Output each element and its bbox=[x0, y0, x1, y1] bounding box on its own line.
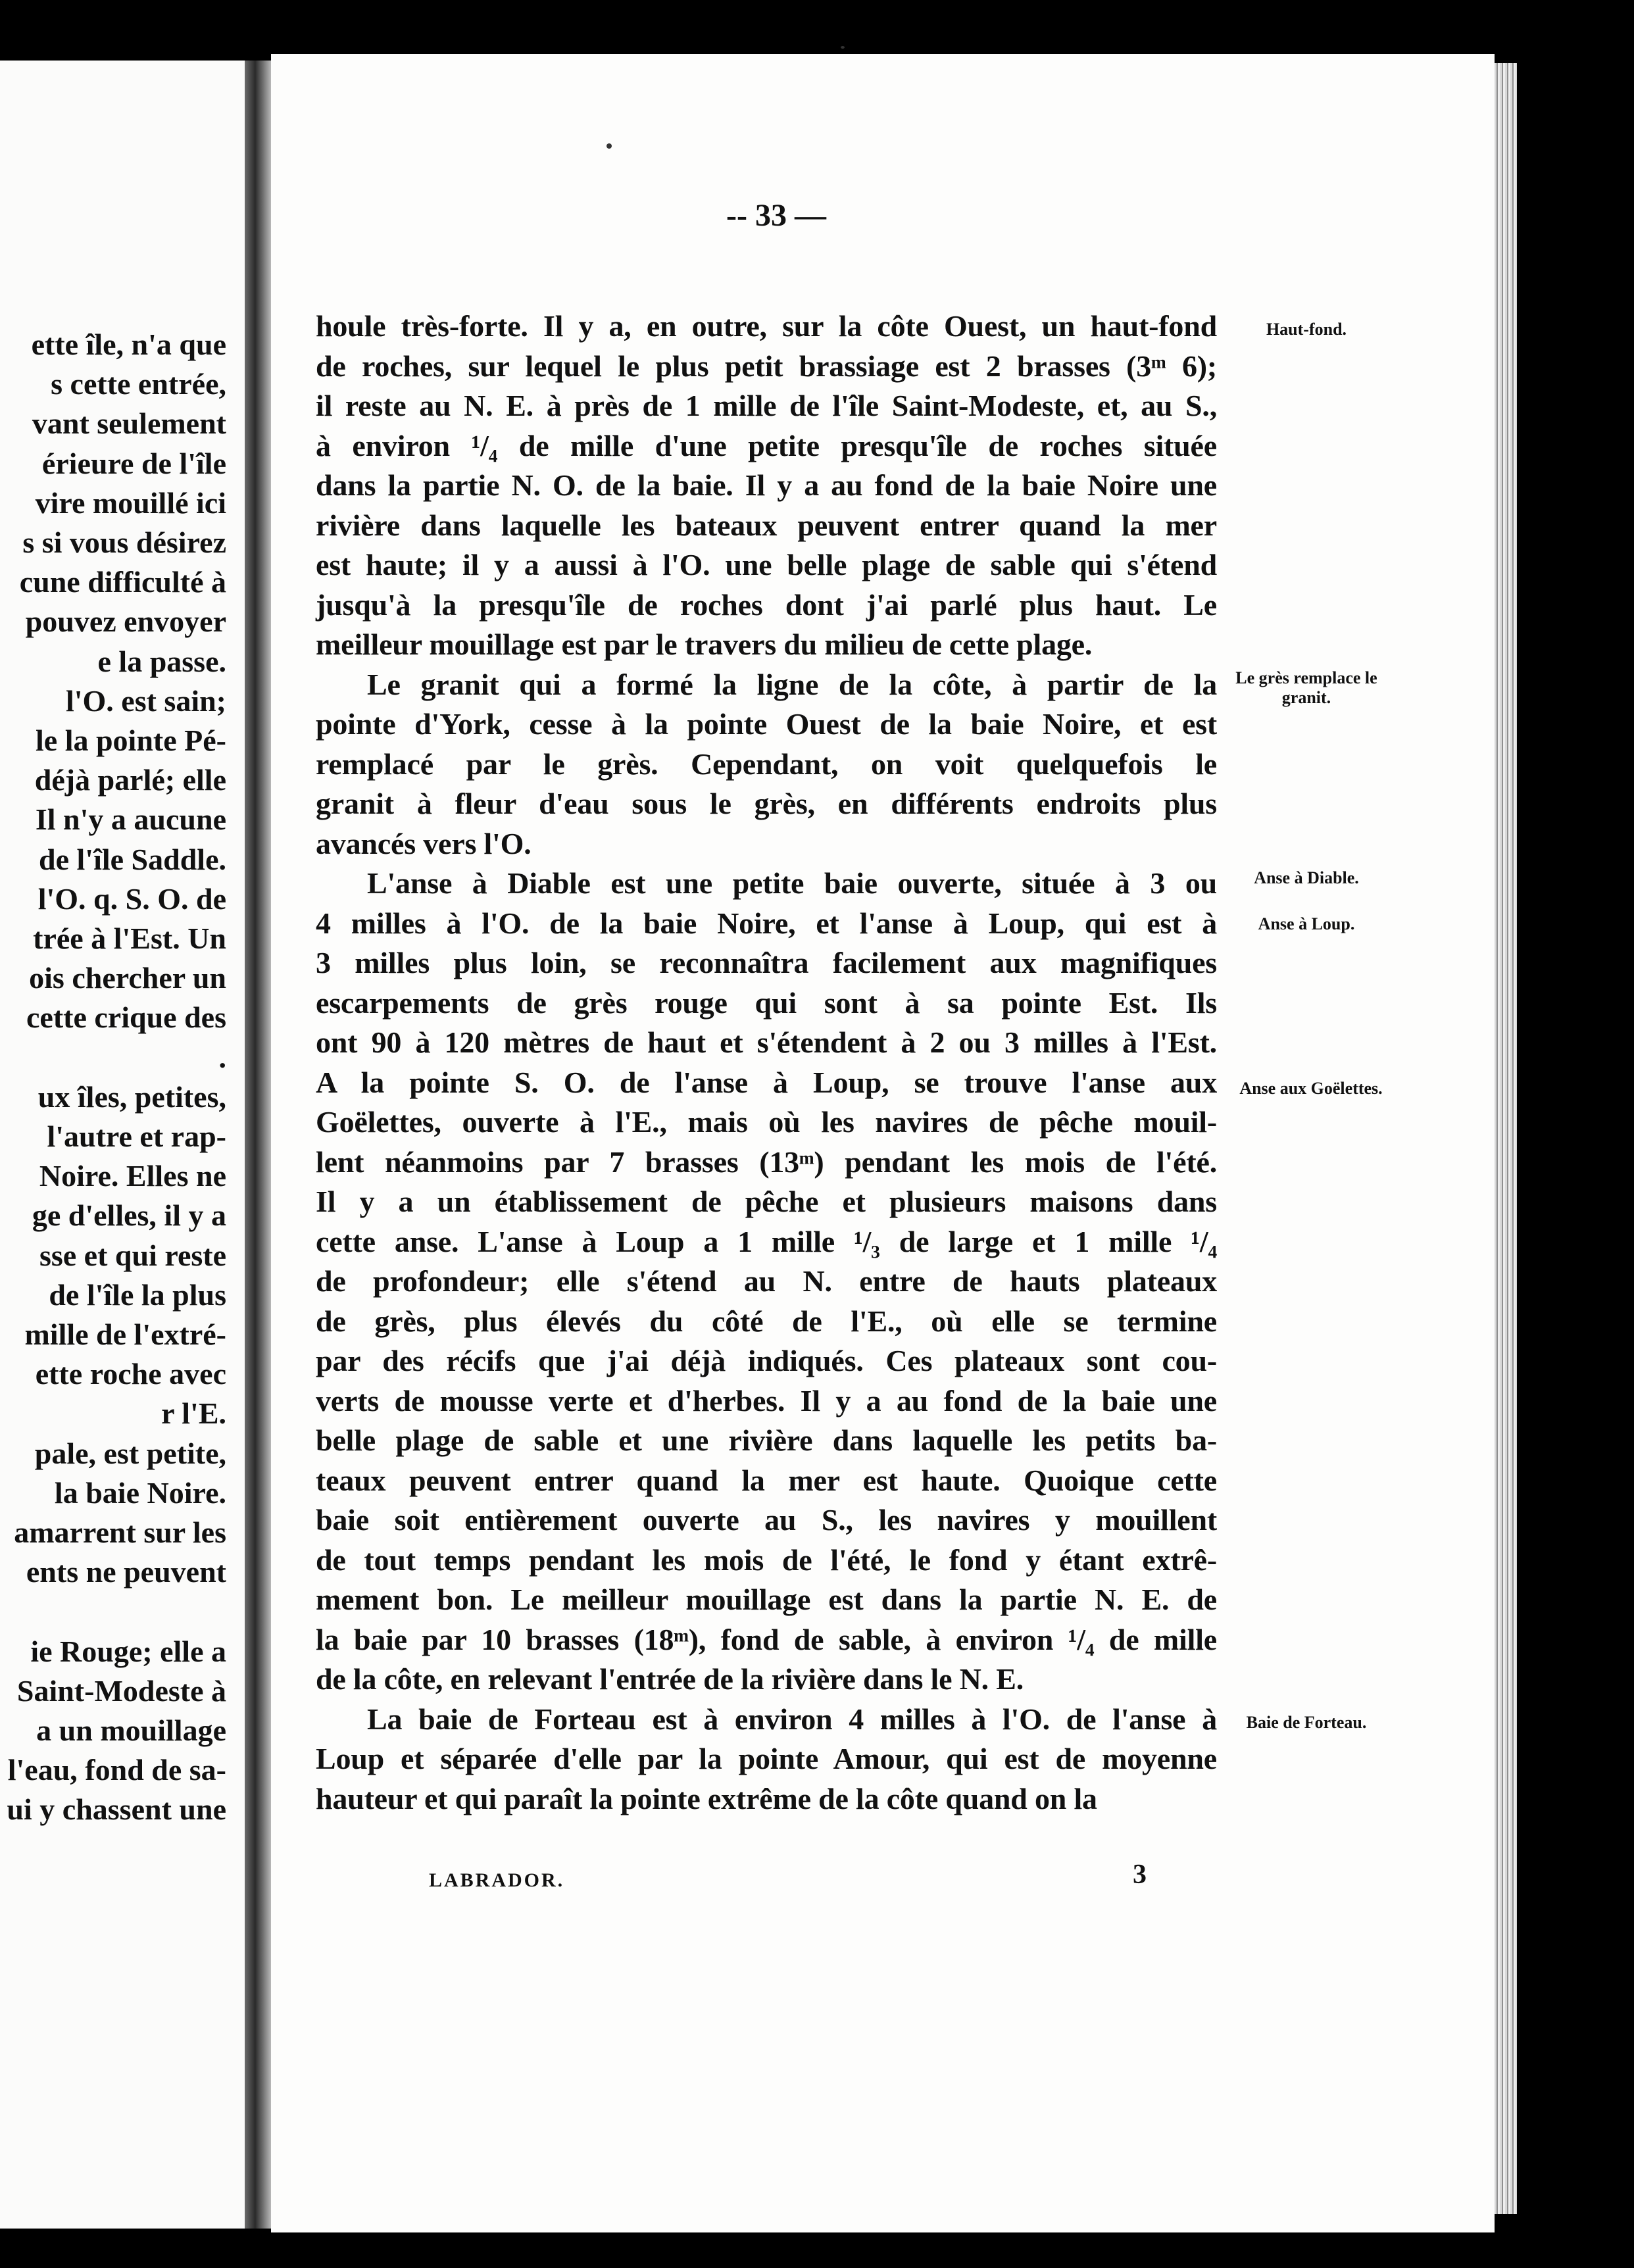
left-page-line: ette île, n'a que bbox=[31, 328, 226, 361]
text-line: de tout temps pendant les mois de l'été, le fond y étant extrê- bbox=[316, 1542, 1217, 1577]
left-page-line: érieure de l'île bbox=[41, 446, 226, 480]
left-page-line: pouvez envoyer bbox=[25, 604, 226, 639]
paragraph bbox=[316, 864, 1217, 1700]
left-page-line: l'autre et rap- bbox=[47, 1120, 226, 1153]
text-line: de grès, plus élevés du côté de l'E., où elle se termine bbox=[316, 1304, 1217, 1338]
text-line: lent néanmoins par 7 brasses (13ᵐ) pendant les mois de l'été. bbox=[316, 1145, 1217, 1179]
text-line: jusqu'à la presqu'île de roches dont j'ai parlé plus haut. Le bbox=[316, 587, 1217, 622]
text-line: avancés vers l'O. bbox=[316, 826, 532, 860]
left-page-line: ui y chassent une bbox=[7, 1792, 226, 1827]
left-page-line: le la pointe Pé- bbox=[36, 724, 226, 757]
text-line: hauteur et qui paraît la pointe extrême de la côte quand on la bbox=[316, 1781, 1097, 1815]
text-line: Loup et séparée d'elle par la pointe Amour, qui est de moyenne bbox=[316, 1742, 1217, 1775]
margin-note-anse-diable: Anse à Diable. bbox=[1254, 868, 1359, 887]
left-page-line: l'O. est sain; bbox=[65, 683, 226, 718]
left-page-line: de l'île Saddle. bbox=[39, 842, 226, 876]
left-page-line: mille de l'extré- bbox=[24, 1318, 226, 1351]
left-page-line: a un mouillage bbox=[36, 1713, 226, 1747]
paper-speck bbox=[841, 46, 845, 49]
text-line: La baie de Forteau est à environ 4 milles à l'O. de l'anse à bbox=[367, 1702, 1217, 1736]
text-line: rivière dans laquelle les bateaux peuvent entrer quand la mer bbox=[316, 508, 1217, 542]
text-line: la baie par 10 brasses (18ᵐ), fond de sable, à environ ¹/₄ de mille bbox=[316, 1622, 1217, 1656]
page-number: -- 33 — bbox=[726, 198, 826, 233]
left-page-line: amarrent sur les bbox=[14, 1516, 226, 1549]
body-text bbox=[316, 307, 1217, 1819]
paragraph bbox=[316, 307, 1217, 665]
left-page-line: trée à l'Est. Un bbox=[33, 922, 226, 955]
left-page-line: Saint-Modeste à bbox=[16, 1673, 226, 1708]
left-page-line: e la passe. bbox=[97, 644, 226, 678]
text-line: de roches, sur lequel le plus petit brassiage est 2 brasses (3ᵐ 6); bbox=[316, 349, 1217, 383]
margin-note-baie-forteau: Baie de Forteau. bbox=[1246, 1713, 1367, 1732]
left-page-line: ie Rouge; elle a bbox=[30, 1634, 226, 1668]
left-page-line: l'eau, fond de sa- bbox=[7, 1753, 226, 1787]
text-line: houle très-forte. Il y a, en outre, sur la côte Ouest, un haut-fond bbox=[316, 309, 1217, 343]
left-page-line: pale, est petite, bbox=[34, 1436, 226, 1470]
text-line: verts de mousse verte et d'herbes. Il y a au fond de la baie une bbox=[316, 1383, 1217, 1418]
text-line: 3 milles plus loin, se reconnaîtra facilement aux magnifiques bbox=[316, 946, 1217, 979]
text-line: il reste au N. E. à près de 1 mille de l'île Saint-Modeste, et, au S., bbox=[316, 389, 1217, 422]
text-line: est haute; il y a aussi à l'O. une belle plage de sable qui s'étend bbox=[316, 548, 1217, 581]
text-line: Le granit qui a formé la ligne de la côte, à partir de la bbox=[367, 667, 1217, 701]
left-page-line: r l'E. bbox=[161, 1396, 226, 1431]
left-page-line: vant seulement bbox=[32, 407, 226, 441]
left-page-line: sse et qui reste bbox=[39, 1238, 226, 1272]
left-page-line: l'O. q. S. O. de bbox=[37, 881, 226, 916]
page-edge bbox=[1495, 63, 1517, 2214]
left-page-line: ux îles, petites, bbox=[37, 1079, 226, 1114]
left-page-line: déjà parlé; elle bbox=[34, 763, 226, 797]
text-line: pointe d'York, cesse à la pointe Ouest de la baie Noire, et est bbox=[316, 707, 1217, 741]
text-line: belle plage de sable et une rivière dans laquelle les petits ba- bbox=[316, 1423, 1217, 1457]
text-line: Il y a un établissement de pêche et plusieurs maisons dans bbox=[316, 1185, 1217, 1218]
text-line: cette anse. L'anse à Loup a 1 mille ¹/₃ de large et 1 mille ¹/₄ bbox=[316, 1224, 1217, 1258]
left-page-line: ge d'elles, il y a bbox=[32, 1198, 226, 1233]
left-page-line: cune difficulté à bbox=[19, 565, 226, 599]
text-line: meilleur mouillage est par le travers du milieu de cette plage. bbox=[316, 628, 1093, 661]
left-page-line: cette crique des bbox=[26, 1000, 226, 1035]
paper-speck bbox=[607, 143, 612, 149]
left-page-line: Il n'y a aucune bbox=[35, 802, 226, 837]
text-line: remplacé par le grès. Cependant, on voit quelquefois le bbox=[316, 747, 1217, 781]
left-page-line: s si vous désirez bbox=[22, 526, 226, 559]
text-line: granit à fleur d'eau sous le grès, en différents endroits plus bbox=[316, 787, 1217, 820]
text-line: Goëlettes, ouverte à l'E., mais où les navires de pêche mouil- bbox=[316, 1105, 1217, 1139]
text-line: ont 90 à 120 mètres de haut et s'étendent à 2 ou 3 milles à l'Est. bbox=[316, 1025, 1217, 1059]
left-page-line: s cette entrée, bbox=[51, 367, 226, 401]
left-page-line: vire mouillé ici bbox=[35, 485, 226, 520]
left-page-line: ois chercher un bbox=[29, 961, 226, 995]
margin-note-anse-loup: Anse à Loup. bbox=[1258, 914, 1355, 933]
left-facing-page bbox=[0, 61, 245, 2229]
text-line: à environ ¹/₄ de mille d'une petite presqu'île de roches située bbox=[316, 428, 1217, 462]
left-page-line: . bbox=[218, 1040, 226, 1074]
text-line: teaux peuvent entrer quand la mer est haute. Quoique cette bbox=[316, 1463, 1217, 1497]
left-page-line: la baie Noire. bbox=[54, 1475, 226, 1510]
text-line: de profondeur; elle s'étend au N. entre de hauts plateaux bbox=[316, 1264, 1217, 1298]
signature-mark: LABRADOR. bbox=[429, 1869, 565, 1891]
text-line: escarpements de grès rouge qui sont à sa pointe Est. Ils bbox=[316, 985, 1217, 1020]
text-line: L'anse à Diable est une petite baie ouverte, située à 3 ou bbox=[367, 866, 1217, 900]
margin-note-anse-goelettes: Anse aux Goëlettes. bbox=[1239, 1079, 1383, 1098]
text-line: de la côte, en relevant l'entrée de la rivière dans le N. E. bbox=[316, 1662, 1024, 1696]
book-gutter bbox=[245, 61, 271, 2229]
left-page-line: Noire. Elles ne bbox=[39, 1159, 226, 1193]
text-line: 4 milles à l'O. de la baie Noire, et l'anse à Loup, qui est à bbox=[316, 906, 1217, 940]
left-page-line: ette roche avec bbox=[35, 1357, 226, 1391]
paragraph bbox=[316, 665, 1217, 864]
margin-note-gres-granit: Le grès remplace le granit. bbox=[1235, 668, 1377, 707]
left-page-line: ents ne peuvent bbox=[26, 1555, 226, 1589]
text-line: mement bon. Le meilleur mouillage est dans la partie N. E. de bbox=[316, 1583, 1217, 1616]
margin-note-haut-fond: Haut-fond. bbox=[1266, 320, 1347, 339]
text-line: par des récifs que j'ai déjà indiqués. Ces plateaux sont cou- bbox=[316, 1344, 1217, 1377]
sheet-number: 3 bbox=[1133, 1860, 1147, 1890]
text-line: baie soit entièrement ouverte au S., les navires y mouillent bbox=[316, 1503, 1217, 1537]
left-page-line: de l'île la plus bbox=[49, 1277, 226, 1312]
paragraph bbox=[316, 1700, 1217, 1819]
text-line: A la pointe S. O. de l'anse à Loup, se trouve l'anse aux bbox=[316, 1065, 1217, 1099]
text-line: dans la partie N. O. de la baie. Il y a au fond de la baie Noire une bbox=[316, 468, 1217, 502]
